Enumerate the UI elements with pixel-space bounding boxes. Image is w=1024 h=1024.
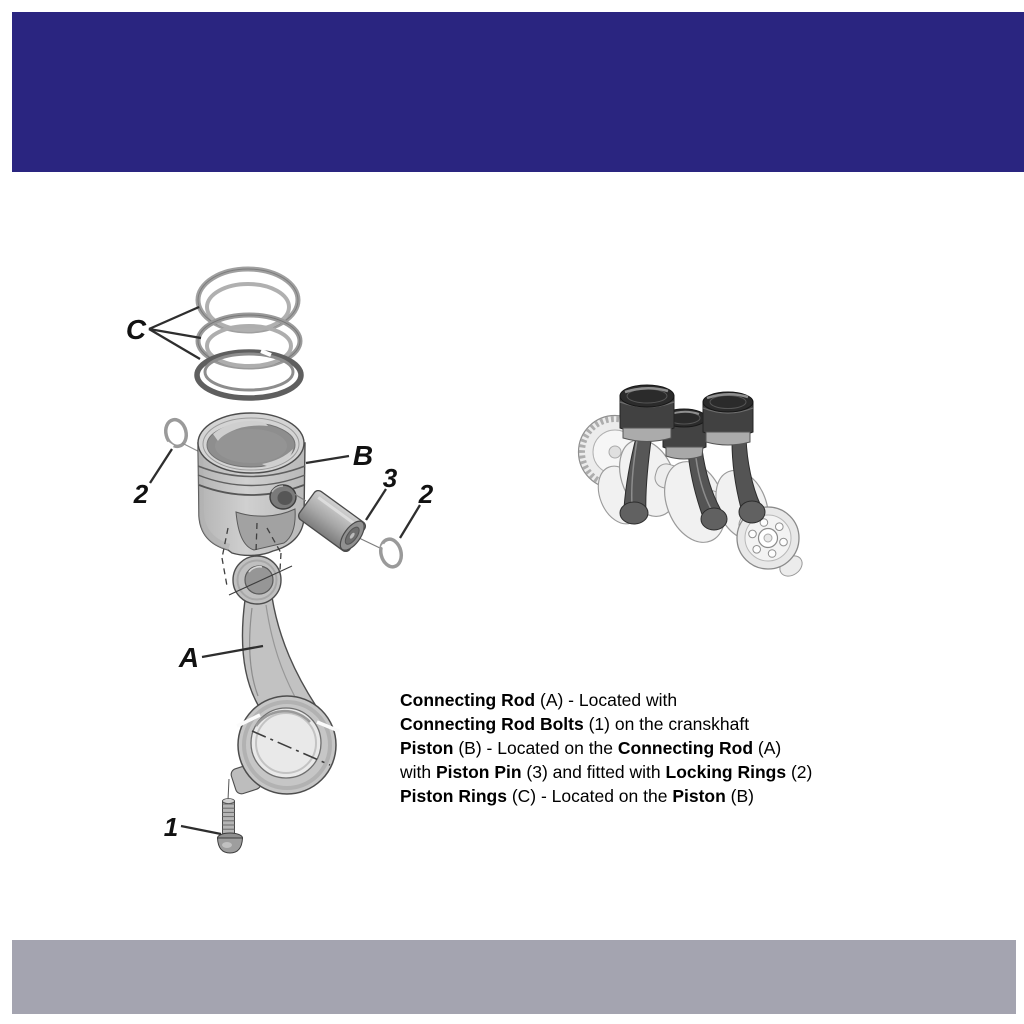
label-bolt: 1 <box>163 812 179 842</box>
caption-line-5 <box>400 784 920 808</box>
caption-line-4 <box>400 760 920 784</box>
piston-illustration <box>198 413 305 555</box>
caption-segment: Connecting Rod <box>400 690 536 710</box>
caption-segment: Locking Rings <box>665 762 787 782</box>
assembly-piston-left <box>620 385 674 442</box>
connecting-rod-illustration <box>229 556 339 795</box>
label-piston: B <box>352 440 374 471</box>
caption-segment: Connecting Rod Bolts <box>400 714 584 734</box>
caption-segment: Piston <box>672 786 726 806</box>
label-connecting-rod: A <box>178 642 200 673</box>
caption-segment: (A) <box>753 738 782 758</box>
piston-rings-illustration <box>197 269 301 398</box>
label-piston-pin: 3 <box>382 463 398 493</box>
caption-line-2 <box>400 712 920 736</box>
caption-segment: (2) <box>786 762 813 782</box>
label-piston-rings: C <box>125 314 147 345</box>
parts-description <box>400 688 920 808</box>
crankshaft-assembly-illustration <box>579 385 806 580</box>
caption-segment: (A) - Located with <box>535 690 678 710</box>
caption-line-1 <box>400 688 920 712</box>
caption-segment: (3) and fitted with <box>521 762 666 782</box>
caption-segment: with <box>400 762 436 782</box>
caption-segment: (B) - Located on the <box>453 738 618 758</box>
caption-segment: (1) on the cranskhaft <box>583 714 750 734</box>
caption-segment: Piston <box>400 738 454 758</box>
caption-line-3 <box>400 736 920 760</box>
label-locking-ring-lower: 2 <box>418 479 434 509</box>
caption-segment: Piston Pin <box>435 762 522 782</box>
caption-segment: (C) - Located on the <box>506 786 673 806</box>
caption-segment: Piston Rings <box>400 786 507 806</box>
label-locking-ring-upper: 2 <box>133 479 149 509</box>
caption-segment: (B) <box>725 786 755 806</box>
caption-segment: Connecting Rod <box>617 738 754 758</box>
assembly-piston-right <box>703 392 753 445</box>
locking-ring-lower-illustration <box>378 537 404 569</box>
